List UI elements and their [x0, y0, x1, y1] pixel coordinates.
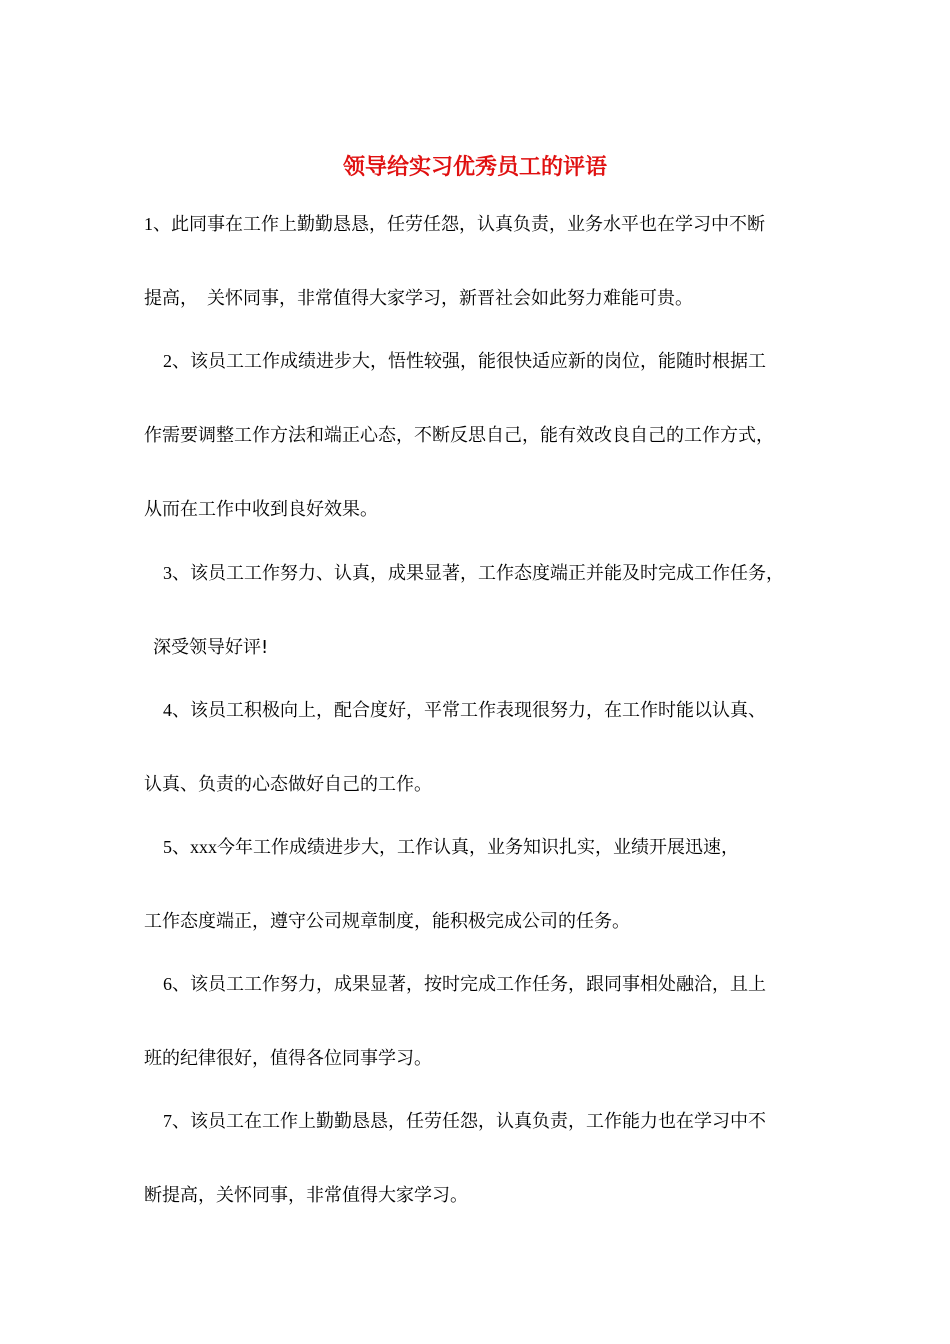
item-1-line-2 [144, 287, 824, 311]
item-5-line-1 [163, 835, 843, 860]
item-1-text-2: 提高， 关怀同事，非常值得大家学习，新晋社会如此努力难能可贵。 [144, 288, 693, 309]
item-4-separator: 、 [172, 700, 190, 721]
item-2-text-3: 从而在工作中收到良好效果。 [144, 499, 378, 520]
item-2-line-3 [144, 498, 824, 522]
item-6-text-1: 该员工工作努力，成果显著，按时完成工作任务，跟同事相处融洽，且上 [190, 974, 766, 995]
item-5-text-2: 工作态度端正，遵守公司规章制度，能积极完成公司的任务。 [144, 911, 630, 932]
item-4-text-1: 该员工积极向上，配合度好，平常工作表现很努力，在工作时能以认真、 [190, 700, 766, 721]
item-4-line-2 [144, 773, 824, 797]
item-1-separator: 、 [153, 214, 171, 235]
item-2-text-1: 该员工工作成绩进步大，悟性较强，能很快适应新的岗位，能随时根据工 [190, 351, 766, 372]
item-6-number: 6 [163, 974, 172, 994]
item-3-separator: 、 [172, 563, 190, 584]
item-4-line-1 [163, 698, 843, 723]
item-5-number: 5 [163, 837, 172, 857]
item-3-line-1 [163, 561, 843, 586]
item-6-text-2: 班的纪律很好，值得各位同事学习。 [144, 1048, 432, 1069]
item-5-separator: 、 [172, 837, 190, 858]
item-7-text-2: 断提高，关怀同事，非常值得大家学习。 [144, 1185, 468, 1206]
item-1-number: 1 [144, 214, 153, 234]
item-1-text-1: 此同事在工作上勤勤恳恳，任劳任怨，认真负责，业务水平也在学习中不断 [171, 214, 765, 235]
item-3-text-2: 深受领导好评! [153, 637, 269, 658]
item-3-text-1: 该员工工作努力、认真，成果显著，工作态度端正并能及时完成工作任务， [190, 563, 784, 584]
item-5-prefix: xxx [190, 837, 217, 857]
item-7-separator: 、 [172, 1111, 190, 1132]
item-2-separator: 、 [172, 351, 190, 372]
page-title: 领导给实习优秀员工的评语 [342, 154, 607, 180]
item-5-text-1: 今年工作成绩进步大，工作认真，业务知识扎实，业绩开展迅速， [217, 837, 739, 858]
item-2-line-2 [144, 424, 824, 448]
item-6-separator: 、 [172, 974, 190, 995]
item-2-text-2: 作需要调整工作方法和端正心态，不断反思自己，能有效改良自己的工作方式， [144, 425, 774, 446]
item-6-line-2 [144, 1047, 824, 1071]
item-3-line-2 [153, 636, 833, 660]
item-1-line-1 [144, 212, 824, 237]
item-7-line-2 [144, 1184, 824, 1208]
item-6-line-1 [163, 972, 843, 997]
item-4-number: 4 [163, 700, 172, 720]
item-4-text-2: 认真、负责的心态做好自己的工作。 [144, 774, 432, 795]
item-7-line-1 [163, 1109, 843, 1134]
item-5-line-2 [144, 910, 824, 934]
item-2-line-1 [163, 349, 843, 374]
item-7-text-1: 该员工在工作上勤勤恳恳，任劳任怨，认真负责，工作能力也在学习中不 [190, 1111, 766, 1132]
item-7-number: 7 [163, 1111, 172, 1131]
item-2-number: 2 [163, 351, 172, 371]
item-3-number: 3 [163, 563, 172, 583]
